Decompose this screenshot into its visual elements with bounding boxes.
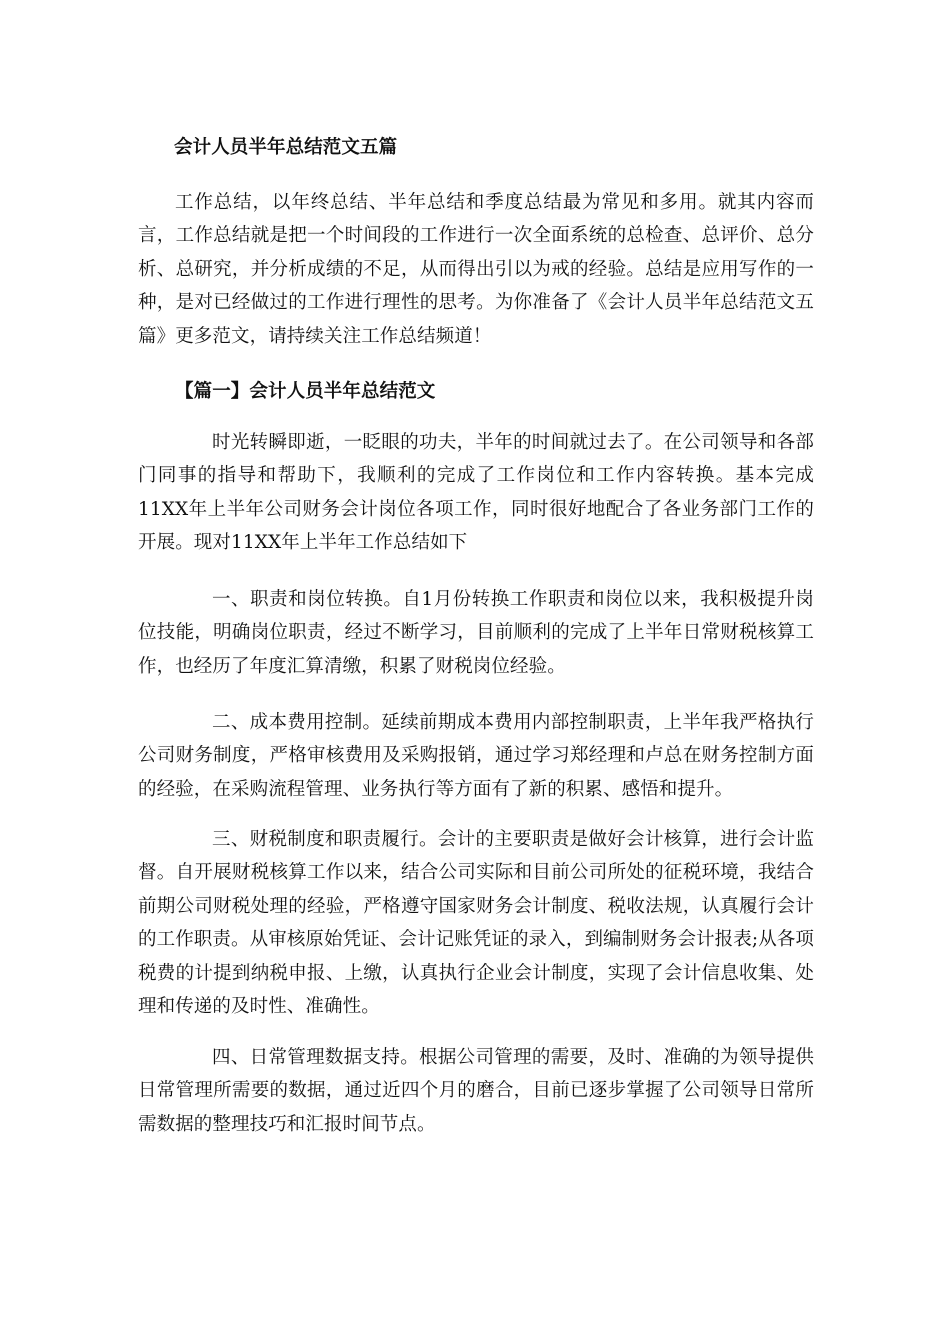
body-paragraph-2: 一、职责和岗位转换。自1月份转换工作职责和岗位以来，我积极提升岗位技能，明确岗位职责，经过不断学习，目前顺利的完成了上半年日常财税核算工作，也经历了年度汇算清缴，积累了财税岗位经验。 — [138, 589, 814, 677]
body-paragraph-1: 时光转瞬即逝，一眨眼的功夫，半年的时间就过去了。在公司领导和各部门同事的指导和帮助下，我顺利的完成了工作岗位和工作内容转换。基本完成11XX年上半年公司财务会计岗位各项工作，同时很好地配合了各业务部门工作的开展。现对11XX年上半年工作总结如下 — [138, 432, 814, 554]
body-paragraph-3: 二、成本费用控制。延续前期成本费用内部控制职责，上半年我严格执行公司财务制度，严格审核费用及采购报销，通过学习郑经理和卢总在财务控制方面的经验，在采购流程管理、业务执行等方面有了新的积累、感悟和提升。 — [138, 712, 814, 800]
intro-paragraph: 工作总结，以年终总结、半年总结和季度总结最为常见和多用。就其内容而言，工作总结就是把一个时间段的工作进行一次全面系统的总检查、总评价、总分析、总研究，并分析成绩的不足，从而得出引以为戒的经验。总结是应用写作的一种，是对已经做过的工作进行理性的思考。为你准备了《会计人员半年总结范文五篇》更多范文，请持续关注工作总结频道！ — [138, 192, 814, 347]
document-title: 会计人员半年总结范文五篇 — [174, 137, 398, 158]
body-paragraph-4: 三、财税制度和职责履行。会计的主要职责是做好会计核算，进行会计监督。自开展财税核算工作以来，结合公司实际和目前公司所处的征税环境，我结合前期公司财税处理的经验，严格遵守国家财务会计制度、税收法规，认真履行会计的工作职责。从审核原始凭证、会计记账凭证的录入，到编制财务会计报表;从各项税费的计提到纳税申报、上缴，认真执行企业会计制度，实现了会计信息收集、处理和传递的及时性、准确性。 — [138, 829, 814, 1018]
body-paragraph-5: 四、日常管理数据支持。根据公司管理的需要，及时、准确的为领导提供日常管理所需要的数据，通过近四个月的磨合，目前已逐步掌握了公司领导日常所需数据的整理技巧和汇报时间节点。 — [138, 1047, 814, 1135]
section-heading: 【篇一】会计人员半年总结范文 — [175, 381, 436, 402]
